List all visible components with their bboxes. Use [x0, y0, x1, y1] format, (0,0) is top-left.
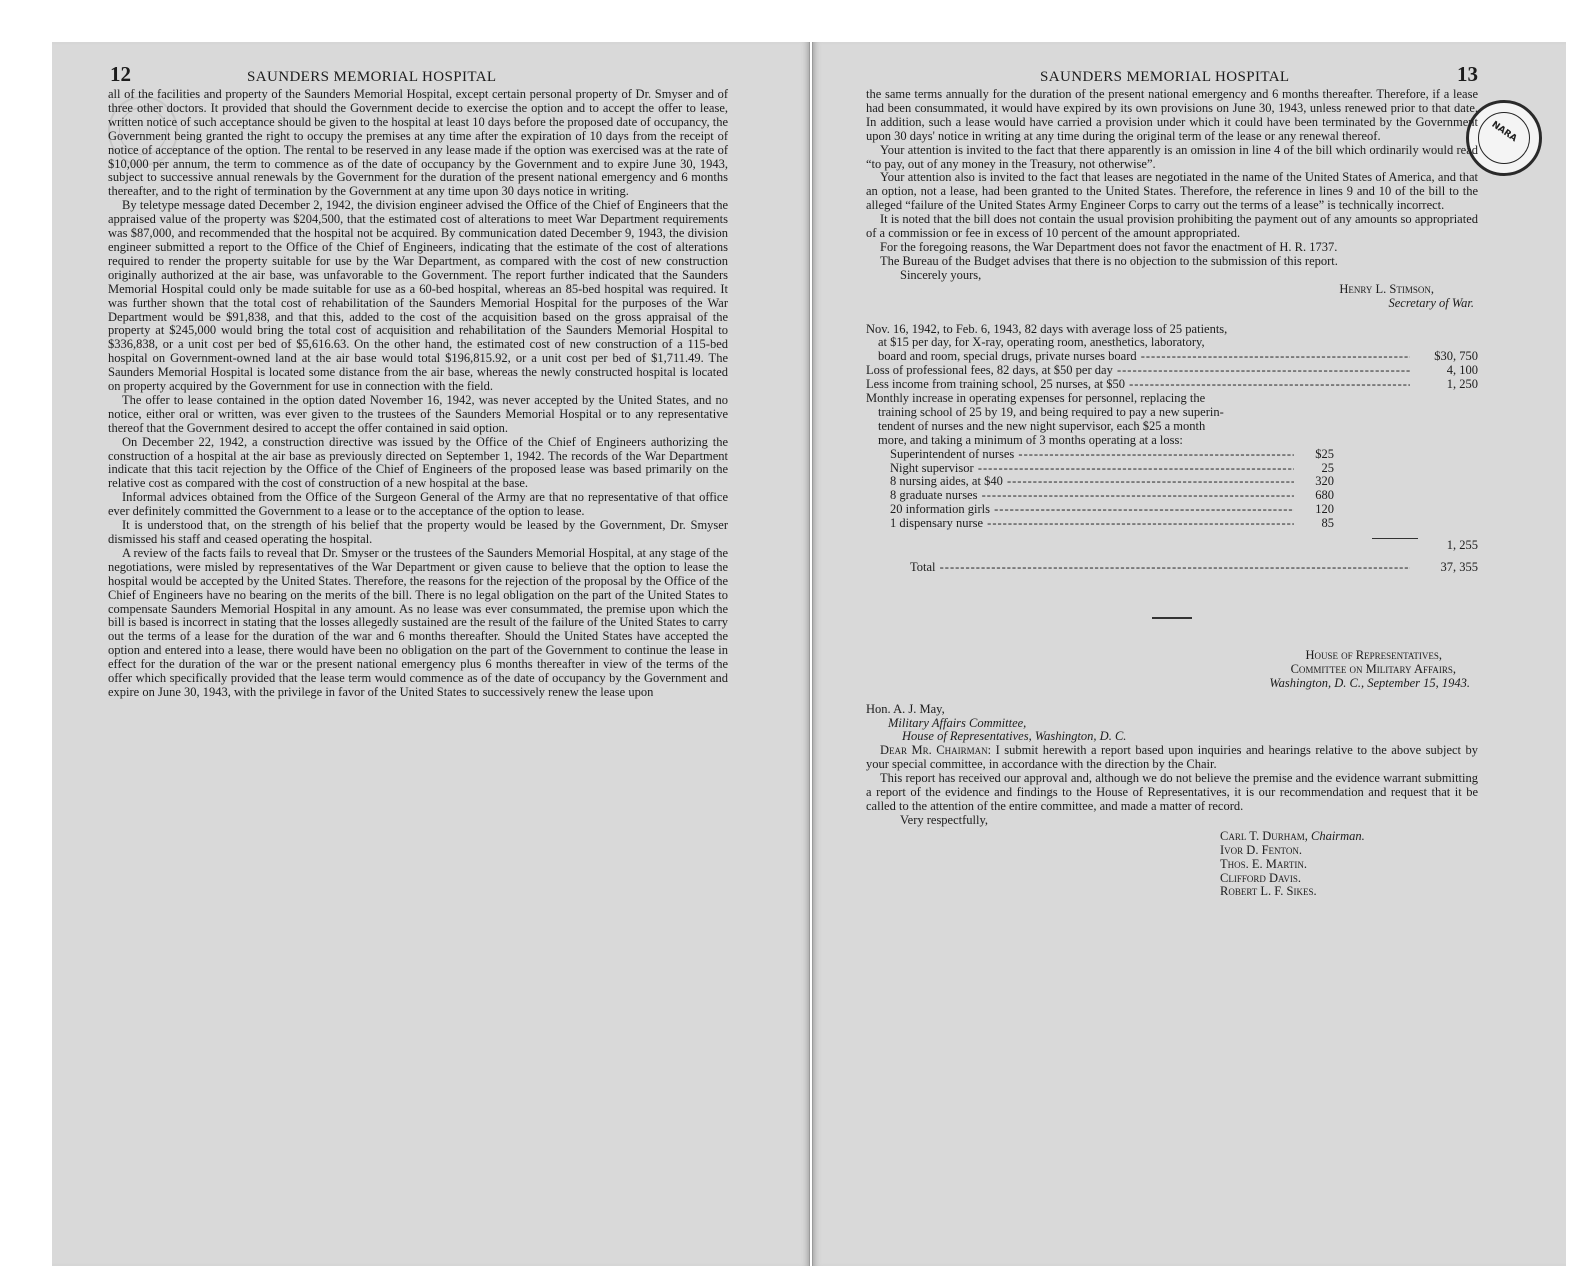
signer: Thos. E. Martin.	[1220, 856, 1307, 871]
stamp-text: NARA	[1489, 119, 1519, 145]
paragraph: It is understood that, on the strength of his belief that the property would be leased by the Government, Dr. Smyser dismissed his staff and ceased operating the hospital.	[108, 518, 728, 546]
paragraph: The offer to lease contained in the option dated November 16, 1942, was never accepted by the United States, and no notice, either oral or written, was ever given to the trustees of the Saunders Memorial Hospital or to any representative thereof that the Government desired to accept the offer contained in said option.	[108, 392, 728, 435]
signer-title: Secretary of War.	[1388, 295, 1474, 310]
total-amount: 37, 355	[1440, 560, 1478, 574]
table-row: board and room, special drugs, private nurses board ----- $30, 750	[866, 350, 1478, 364]
paragraph: the same terms annually for the duration of the present national emergency and 6 months thereafter. Therefore, if a lease had been consummated, it would have expired by its own provisions on June 30, 1943, unless renewed prior to that date. In addition, such a lease would have carried a provision under which it could have been terminated by the Government upon 30 days' notice in writing at any time during the original term of the lease or any renewal thereof.	[866, 87, 1478, 143]
signer: Carl T. Durham, Chairman.	[1220, 828, 1365, 843]
running-head: SAUNDERS MEMORIAL HOSPITAL	[247, 69, 497, 85]
table-row: Monthly increase in operating expenses for personnel, replacing the	[866, 392, 1206, 406]
signer-name: Henry L. Stimson,	[1339, 281, 1434, 296]
subtotal-rule	[866, 531, 1478, 539]
right-page-header	[866, 62, 1478, 88]
table-row: tendent of nurses and the new night supervisor, each $25 a month	[878, 419, 1206, 433]
personnel-row: 1 dispensary nurse ----- 85	[866, 517, 1478, 531]
total-row: Total ----- 37, 355	[866, 561, 1478, 575]
paragraph: Your attention is invited to the fact that there apparently is an omission in line 4 of the bill which ordinarily would read “to pay, out of any money in the Treasury, not otherwise”.	[866, 142, 1478, 171]
page-number: 13	[1457, 62, 1478, 86]
section-divider	[1152, 617, 1192, 619]
paragraph: By teletype message dated December 2, 1942, the division engineer advised the Office of the Chief of Engineers that the appraised value of the property was $204,500, that the estimated cost of alterations to meet War Department requirements was $87,000, and recommended that the hospital not be acquired. By communication dated December 9, 1943, the division engineer submitted a report to the Office of the Chief of Engineers, indicating that the estimate of the cost of alterations required to render the property suitable for use by the War Department, as compared with the cost of new construction originally authorized at the air base, was unfavorable to the Government. The report further indicated that the Saunders Memorial Hospital could only be made suitable for use as a 60-bed hospital, whereas an 85-bed hospital was required. It was further shown that the total cost of rehabilitation of the Saunders Memorial Hospital for the purposes of the War Department would be $91,838, and that this, added to the cost of the acquisition based on the gross appraisal of the property at $245,000 would bring the total cost of acquisition and rehabilitation of the Saunders Memorial Hospital to $336,838, or a unit cost per bed of $5,616.63. On the other hand, the estimated cost of new construction of a 115-bed hospital on Government-owned land at the air base would total $196,815.92, or a unit cost per bed of $1,711.49. The Saunders Memorial Hospital is located some distance from the air base, whereas the newly constructed hospital is located on property acquired by the Government for use in connection with the field.	[108, 198, 728, 394]
left-page-body	[108, 88, 728, 700]
table-row: Nov. 16, 1942, to Feb. 6, 1943, 82 days with average loss of 25 patients,	[866, 322, 1228, 336]
personnel-row: 8 graduate nurses ----- 680	[866, 489, 1478, 503]
addressee-line: House of Representatives, Washington, D. C.	[902, 729, 1127, 744]
addressee-line: Military Affairs Committee,	[888, 715, 1027, 730]
table-row: more, and taking a minimum of 3 months operating at a loss:	[878, 433, 1183, 447]
personnel-row: 20 information girls ----- 120	[866, 503, 1478, 517]
signer: Clifford Davis.	[1220, 870, 1301, 885]
table-row: at $15 per day, for X-ray, operating room, anesthetics, laboratory,	[878, 336, 1205, 350]
committee-date-line: Washington, D. C., September 15, 1943.	[1269, 675, 1470, 690]
personnel-row: Superintendent of nurses ----- $25	[866, 448, 1478, 462]
paragraph: It is noted that the bill does not contain the usual provision prohibiting the payment out of any amounts so appropriated of a commission or fee in excess of 10 percent of the amount appropriated.	[866, 212, 1478, 241]
amount: $30, 750	[1434, 349, 1478, 364]
valediction: Sincerely yours,	[900, 267, 982, 282]
committee-line: House of Representatives,	[1305, 647, 1442, 662]
table-row: training school of 25 by 19, and being required to pay a new superin-	[878, 405, 1224, 419]
signer: Ivor D. Fenton.	[1220, 842, 1302, 857]
addressee-name: Hon. A. J. May,	[866, 701, 945, 716]
paragraph: The Bureau of the Budget advises that there is no objection to the submission of this report.	[880, 253, 1338, 268]
table-row: Loss of professional fees, 82 days, at $50 per day ----- 4, 100	[866, 364, 1478, 378]
amount: 1, 255	[1446, 538, 1478, 553]
closing: Very respectfully,	[900, 812, 989, 827]
paragraph: On December 22, 1942, a construction directive was issued by the Office of the Chief of Engineers authorizing the construction of a hospital at the air base as previously directed on September 1, 1942. The records of the War Department indicate that this tacit rejection by the Office of the Chief of Engineers of the proposed lease was based primarily on the relative cost as compared with the cost of construction of a new hospital at the base.	[108, 434, 728, 491]
paragraph: Informal advices obtained from the Office of the Surgeon General of the Army are that no representative of that office ever definitely committed the Government to a lease or to the acceptance of the option to lease.	[108, 490, 728, 519]
salutation: Dear Mr. Chairman:	[880, 743, 992, 758]
paragraph: Your attention also is invited to the fact that leases are negotiated in the name of the United States of America, and that an option, not a lease, had been granted to the United States. Therefore, the reference in lines 9 and 10 of the bill to the alleged “failure of the United States Army Engineer Corps to carry out the terms of a lease” is technically incorrect.	[866, 170, 1478, 213]
losses-table	[866, 323, 1478, 575]
amount: 1, 250	[1446, 377, 1478, 392]
amount: 4, 100	[1446, 363, 1478, 378]
personnel-row: Night supervisor ----- 25	[866, 462, 1478, 476]
addressee-block	[866, 703, 1478, 745]
paragraph: all of the facilities and property of the Saunders Memorial Hospital, except certain personal property of Dr. Smyser and of three other doctors. It provided that should the Government decide to exercise the option and to accept the offer to lease, written notice of such acceptance should be given to the hospital at least 10 days before the proposed date of occupancy, the Government being granted the right to occupy the premises at any time after the expiration of 10 days from the receipt of notice of acceptance of the option. The rental to be reserved in any lease made if the option was exercised was at the rate of $10,000 per annum, the term to commence as of the date of occupancy by the Government and to expire June 30, 1943, subject to successive annual renewals by the Government for the duration of the present national emergency and 6 months thereafter, and to the right of termination by the Government at any time upon 30 days notice in writing.	[108, 87, 728, 199]
personnel-row: 8 nursing aides, at $40 ----- 320	[866, 475, 1478, 489]
paragraph: For the foregoing reasons, the War Department does not favor the enactment of H. R. 1737.	[880, 239, 1338, 254]
running-head: SAUNDERS MEMORIAL HOSPITAL	[1040, 69, 1290, 85]
signer: Robert L. F. Sikes.	[1220, 884, 1317, 899]
table-row: Less income from training school, 25 nurses, at $50 ----- 1, 250	[866, 378, 1478, 392]
paragraph: A review of the facts fails to reveal that Dr. Smyser or the trustees of the Saunders Memorial Hospital, at any stage of the negotiations, were misled by representatives of the War Department or given cause to believe that the option to lease the hospital would be accepted by the United States. Therefore, the reasons for the rejection of the proposal by the Office of the Chief of Engineers have no bearing on the merits of the bill. There is no legal obligation on the part of the United States to compensate Saunders Memorial Hospital in any amount. As no lease was ever consummated, the premise upon which the bill is based is incorrect in stating that the losses allegedly sustained are the result of the failure of the United States to carry out the terms of a lease for the duration of the war and 6 months thereafter. Should the United States have accepted the option and entered into a lease, there would have been no obligation on the part of the Government to continue the lease in effect for the duration of the war or the present national emergency plus 6 months thereafter in view of the terms of the offer which specifically provided that the lease term would commence as of the date of occupancy by the Government and expire on June 30, 1943, with the privilege in favor of the United States to successively renew the lease upon	[108, 545, 728, 699]
chairman-title: Chairman.	[1310, 828, 1365, 843]
signers-block	[1220, 830, 1478, 900]
letter-paragraph: This report has received our approval and, although we do not believe the premise and the evidence warrant submitting a report of the evidence and findings to the House of Representatives, it is our recommendation and request that it be called to the attention of the entire committee, and made a matter of record.	[866, 771, 1478, 813]
committee-line: Committee on Military Affairs,	[1290, 661, 1456, 676]
personnel-subtotal-row	[866, 539, 1478, 553]
right-page-body	[866, 88, 1478, 899]
left-page-header	[110, 62, 728, 88]
letter-paragraph: Dear Mr. Chairman: I submit herewith a report based upon inquiries and hearings relative to the above subject by your special committee, in accordance with the direction by the Chair.	[866, 743, 1478, 772]
page-number: 12	[110, 62, 131, 86]
